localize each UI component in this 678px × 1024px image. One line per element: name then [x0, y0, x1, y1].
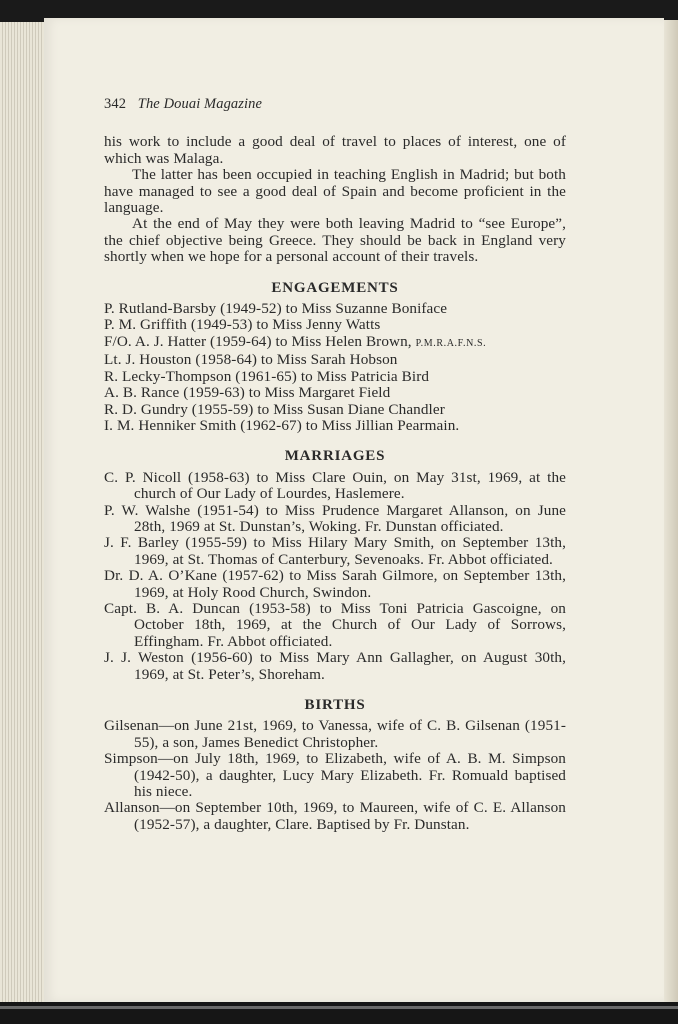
list-item: Capt. B. A. Duncan (1953-58) to Miss Toni Patricia Gascoigne, on October 18th, 1969, at the Church of Our Lady of Sorrows, Effingham. Fr. Abbot officiated.	[104, 599, 566, 650]
book-gutter-edge	[664, 20, 678, 1004]
engagements-heading: ENGAGEMENTS	[271, 279, 399, 296]
intro-paragraph: The latter has been occupied in teaching English in Madrid; but both have managed to see a good deal of Spain and become proficient in the language.	[104, 166, 566, 217]
intro-paragraph: his work to include a good deal of travel to places of interest, one of which was Malaga.	[104, 133, 566, 167]
engagement-text: F/O. A. J. Hatter (1959-64) to Miss Helen Brown,	[104, 332, 412, 350]
list-item: I. M. Henniker Smith (1962-67) to Miss Jillian Pearmain.	[104, 416, 460, 434]
list-item: J. J. Weston (1956-60) to Miss Mary Ann Gallagher, on August 30th, 1969, at St. Peter’s, Shoreham.	[104, 649, 566, 683]
list-item: P. M. Griffith (1949-53) to Miss Jenny Watts	[104, 316, 381, 334]
service-abbreviation: P.M.R.A.F.N.S.	[415, 337, 487, 349]
list-item: Gilsenan—on June 21st, 1969, to Vanessa, wife of C. B. Gilsenan (1951-55), a son, James Benedict Christopher.	[104, 717, 566, 751]
list-item: C. P. Nicoll (1958-63) to Miss Clare Ouin, on May 31st, 1969, at the church of Our Lady of Lourdes, Haslemere.	[104, 468, 566, 503]
list-item: Allanson—on September 10th, 1969, to Maureen, wife of C. E. Allanson (1952-57), a daughter, Clare. Baptised by Fr. Dunstan.	[104, 799, 566, 833]
engagements-list	[104, 301, 566, 434]
book-page-stack	[0, 22, 46, 1004]
list-item: R. Lecky-Thompson (1961-65) to Miss Patricia Bird	[104, 367, 430, 385]
publication-title: The Douai Magazine	[137, 96, 263, 112]
scan-bottom-rule	[0, 1006, 678, 1009]
page-number: 342	[104, 96, 127, 112]
list-item: J. F. Barley (1955-59) to Miss Hilary Mary Smith, on September 13th, 1969, at St. Thomas of Canterbury, Sevenoaks. Fr. Abbot officiated.	[104, 534, 566, 568]
list-item: Dr. D. A. O’Kane (1957-62) to Miss Sarah Gilmore, on September 13th, 1969, at Holy Rood Church, Swindon.	[104, 567, 566, 601]
list-item: P. W. Walshe (1951-54) to Miss Prudence Margaret Allanson, on June 28th, 1969 at St. Dunstan’s, Woking. Fr. Dunstan officiated.	[104, 501, 566, 535]
list-item: P. Rutland-Barsby (1949-52) to Miss Suzanne Boniface	[104, 300, 448, 318]
list-item: Simpson—on July 18th, 1969, to Elizabeth, wife of A. B. M. Simpson (1942-50), a daughter, Lucy Mary Elizabeth. Fr. Romuald baptised his niece.	[104, 750, 566, 801]
list-item: A. B. Rance (1959-63) to Miss Margaret Field	[104, 384, 391, 402]
marriages-list	[104, 470, 566, 683]
list-item	[104, 334, 566, 352]
births-list	[104, 718, 566, 833]
running-head	[104, 96, 566, 112]
page-content	[104, 96, 566, 833]
births-heading: BIRTHS	[304, 697, 366, 713]
intro-paragraph: At the end of May they were both leaving Madrid to “see Europe”, the chief objective being Greece. They should be back in England very shortly when we hope for a personal account of their travels.	[104, 215, 566, 266]
marriages-heading: MARRIAGES	[284, 448, 386, 465]
list-item: Lt. J. Houston (1958-64) to Miss Sarah Hobson	[104, 351, 398, 369]
list-item: R. D. Gundry (1955-59) to Miss Susan Diane Chandler	[104, 400, 445, 418]
